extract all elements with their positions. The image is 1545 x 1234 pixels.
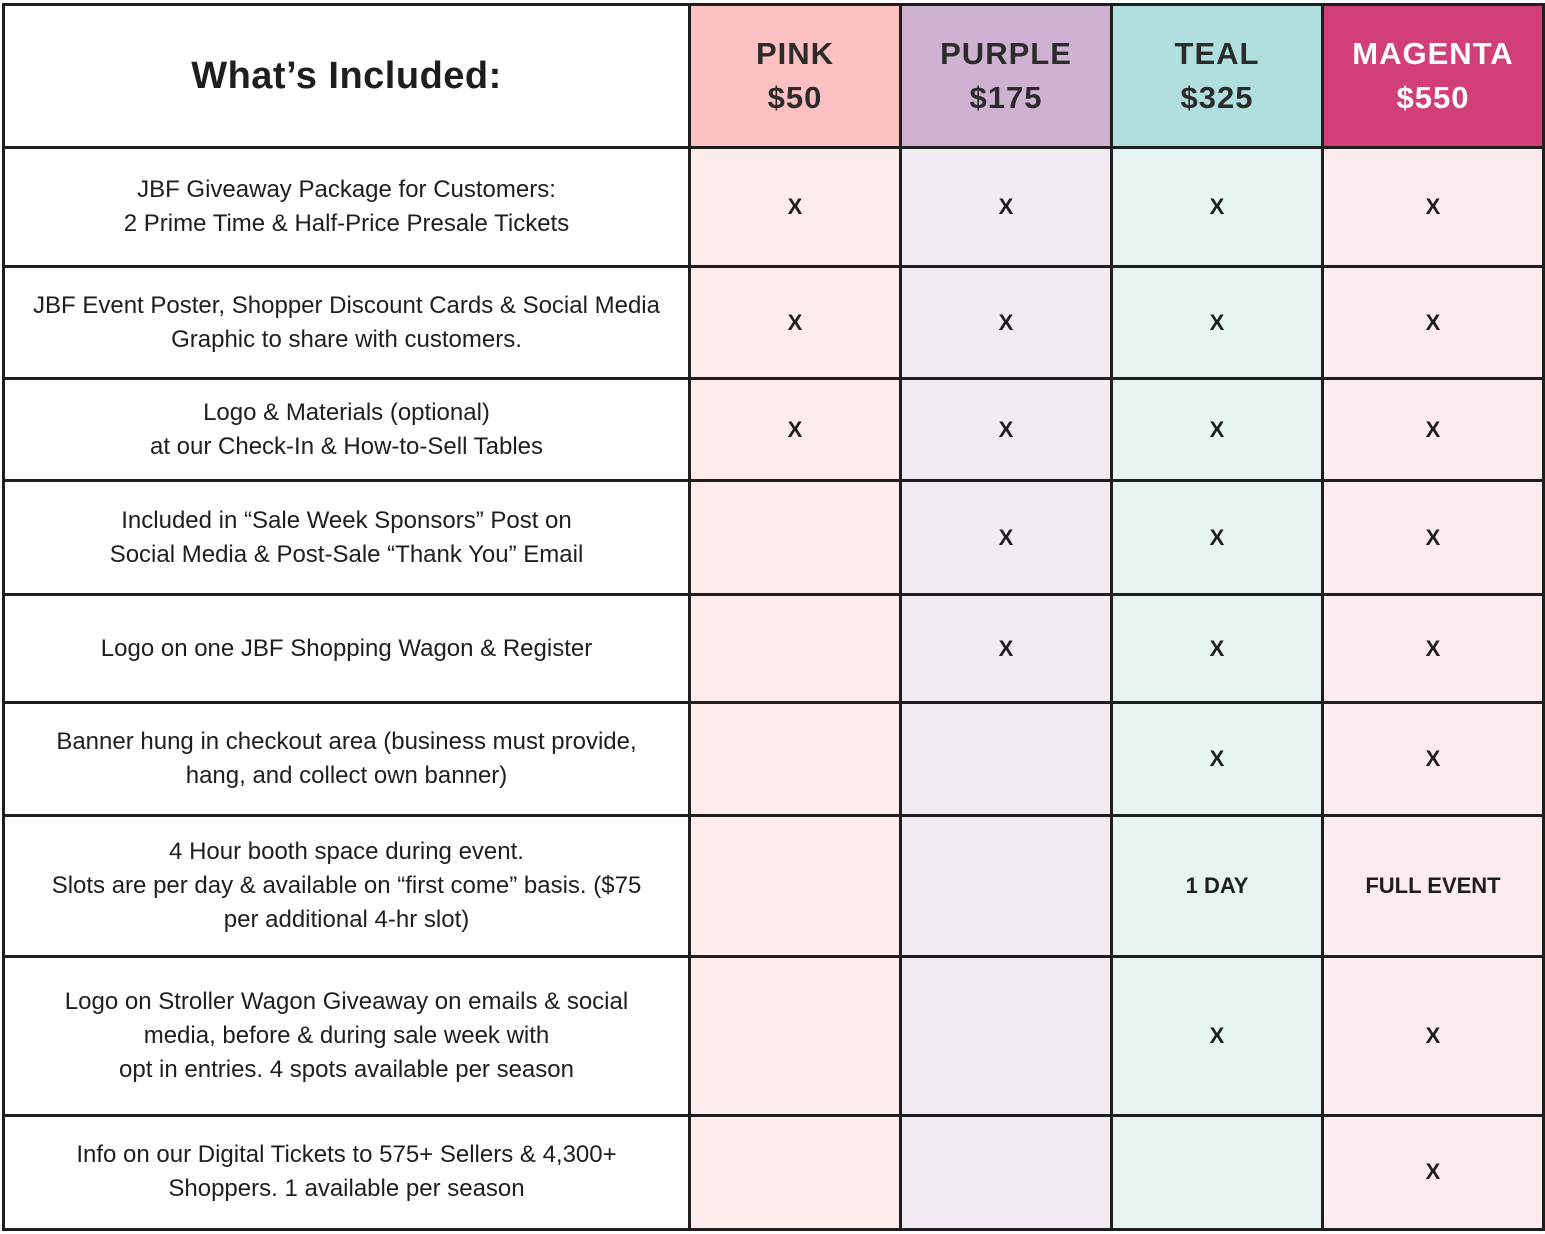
purple-mark: X	[901, 267, 1112, 379]
pink-mark: X	[690, 379, 901, 481]
header-row	[4, 5, 1544, 148]
magenta-mark: X	[1323, 379, 1544, 481]
magenta-mark: X	[1323, 595, 1544, 703]
tier-name: PURPLE	[940, 36, 1072, 71]
table-row	[4, 148, 1544, 267]
feature-cell	[4, 267, 690, 379]
pink-mark	[690, 956, 901, 1115]
table-row	[4, 815, 1544, 956]
table-row	[4, 703, 1544, 815]
feature-line: Social Media & Post-Sale “Thank You” Email	[109, 540, 584, 568]
feature-line: 2 Prime Time & Half-Price Presale Tickets	[123, 210, 570, 238]
teal-mark: X	[1112, 481, 1323, 595]
feature-cell	[4, 1115, 690, 1229]
feature-line: per additional 4-hr slot)	[223, 905, 470, 933]
teal-mark: X	[1112, 379, 1323, 481]
magenta-mark: X	[1323, 1115, 1544, 1229]
feature-line: Banner hung in checkout area (business must provide,	[56, 728, 637, 756]
magenta-mark: X	[1323, 703, 1544, 815]
feature-line: Graphic to share with customers.	[171, 325, 522, 353]
feature-line: Included in “Sale Week Sponsors” Post on	[121, 506, 572, 534]
feature-line: Logo on Stroller Wagon Giveaway on emails & social	[64, 987, 629, 1015]
feature-cell	[4, 379, 690, 481]
feature-line: JBF Giveaway Package for Customers:	[137, 176, 556, 204]
feature-line: Shoppers. 1 available per season	[168, 1175, 525, 1203]
feature-cell	[4, 703, 690, 815]
pink-mark: X	[690, 267, 901, 379]
feature-line: Info on our Digital Tickets to 575+ Sellers & 4,300+	[76, 1141, 617, 1169]
feature-line: opt in entries. 4 spots available per season	[119, 1055, 574, 1083]
pink-mark: X	[690, 148, 901, 267]
magenta-mark: X	[1323, 481, 1544, 595]
sponsorship-comparison	[2, 3, 1542, 1231]
feature-cell	[4, 595, 690, 703]
magenta-mark: X	[1323, 267, 1544, 379]
feature-line: Slots are per day & available on “first come” basis. ($75	[51, 871, 642, 899]
pink-mark	[690, 595, 901, 703]
pink-mark	[690, 703, 901, 815]
purple-mark: X	[901, 148, 1112, 267]
tier-price: $550	[1396, 80, 1470, 115]
magenta-mark: X	[1323, 956, 1544, 1115]
teal-mark: X	[1112, 267, 1323, 379]
magenta-mark: X	[1323, 148, 1544, 267]
tier-price: $175	[969, 80, 1043, 115]
sponsorship-table	[2, 3, 1545, 1231]
pink-mark	[690, 481, 901, 595]
purple-mark	[901, 815, 1112, 956]
magenta-mark: FULL EVENT	[1323, 815, 1544, 956]
purple-mark: X	[901, 379, 1112, 481]
feature-cell	[4, 481, 690, 595]
table-row	[4, 379, 1544, 481]
feature-line: Logo on one JBF Shopping Wagon & Register	[100, 634, 593, 662]
tier-price: $325	[1180, 80, 1254, 115]
teal-mark: X	[1112, 956, 1323, 1115]
purple-mark	[901, 1115, 1112, 1229]
tier-price: $50	[767, 80, 823, 115]
purple-mark: X	[901, 595, 1112, 703]
table-row	[4, 1115, 1544, 1229]
table-row	[4, 267, 1544, 379]
tier-name: MAGENTA	[1352, 36, 1514, 71]
feature-cell	[4, 148, 690, 267]
table-row	[4, 481, 1544, 595]
purple-mark	[901, 956, 1112, 1115]
tier-name: TEAL	[1174, 36, 1260, 71]
tier-name: PINK	[755, 36, 835, 71]
teal-mark: 1 DAY	[1112, 815, 1323, 956]
feature-cell	[4, 815, 690, 956]
table-title: What’s Included:	[4, 5, 690, 148]
tier-purple-header	[901, 5, 1112, 148]
feature-cell	[4, 956, 690, 1115]
tier-magenta-header	[1323, 5, 1544, 148]
tier-pink-header	[690, 5, 901, 148]
table-row	[4, 956, 1544, 1115]
tier-teal-header	[1112, 5, 1323, 148]
teal-mark: X	[1112, 703, 1323, 815]
feature-line: media, before & during sale week with	[143, 1021, 550, 1049]
teal-mark: X	[1112, 595, 1323, 703]
feature-line: at our Check-In & How-to-Sell Tables	[149, 432, 544, 460]
purple-mark	[901, 703, 1112, 815]
feature-line: JBF Event Poster, Shopper Discount Cards & Social Media	[33, 291, 660, 319]
purple-mark: X	[901, 481, 1112, 595]
feature-line: Logo & Materials (optional)	[203, 398, 490, 426]
feature-line: hang, and collect own banner)	[185, 762, 508, 790]
teal-mark	[1112, 1115, 1323, 1229]
pink-mark	[690, 815, 901, 956]
pink-mark	[690, 1115, 901, 1229]
teal-mark: X	[1112, 148, 1323, 267]
table-row	[4, 595, 1544, 703]
feature-line: 4 Hour booth space during event.	[169, 837, 524, 865]
